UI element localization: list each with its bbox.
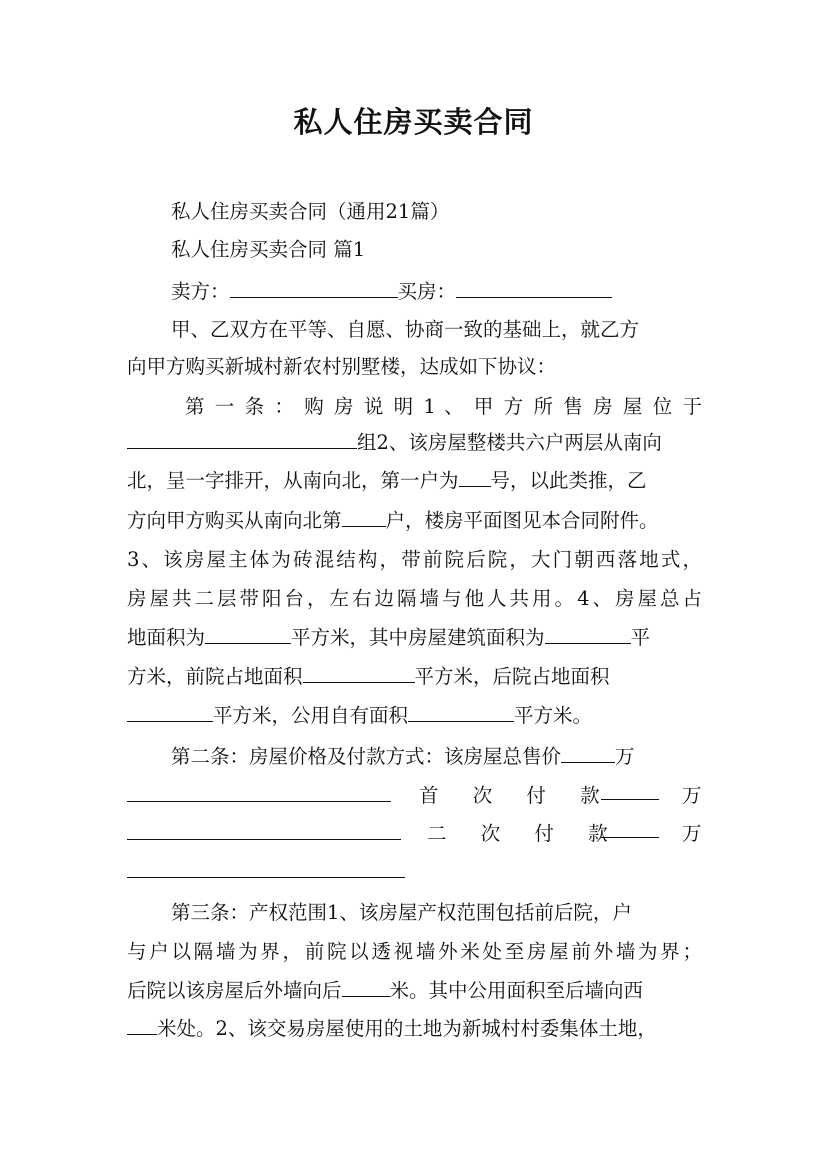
- subtitle-line: 私人住房买卖合同（通用21篇）: [171, 200, 450, 223]
- article-1-heading: 第 一 条 ： 购 房 说 明 1 、 甲 方 所 售 房 屋 位 于: [185, 395, 702, 418]
- section-heading: 私人住房买卖合同 篇1: [171, 238, 366, 261]
- body-line: 首 次 付 款 万: [127, 781, 702, 811]
- body-line: 3、该房屋主体为砖混结构，带前院后院，大门朝西落地式，: [127, 548, 702, 571]
- house-number-blank[interactable]: [459, 468, 491, 487]
- land-area-blank[interactable]: [205, 625, 291, 644]
- first-payment-words-blank[interactable]: [127, 821, 401, 840]
- second-payment-blank[interactable]: [601, 819, 659, 838]
- body-line: 米处。2、该交易房屋使用的土地为新城村村委集体土地，: [127, 1014, 702, 1044]
- document-title: 私人住房买卖合同: [293, 105, 534, 139]
- total-price-words-blank[interactable]: [127, 783, 391, 802]
- building-area-blank[interactable]: [545, 625, 631, 644]
- body-line: 组2、该房屋整楼共六户两层从南向: [127, 428, 702, 458]
- west-distance-blank[interactable]: [127, 1016, 157, 1035]
- body-line: 甲、乙双方在平等、自愿、协商一致的基础上，就乙方: [171, 318, 640, 341]
- buyer-blank[interactable]: [456, 279, 612, 298]
- body-line: 后院以该房屋后外墙向后 米。其中公用面积至后墙向西: [127, 979, 644, 1002]
- parties-line: 卖方： 买房：: [171, 277, 702, 307]
- body-line: 房屋共二层带阳台，左右边隔墙与他人共用。4、房屋总占: [127, 587, 702, 610]
- body-line: 与户以隔墙为界，前院以透视墙外米处至房屋前外墙为界；: [127, 940, 702, 963]
- total-price-blank[interactable]: [561, 744, 615, 763]
- body-line: 北，呈一字排开，从南向北，第一户为 号，以此类推，乙: [127, 469, 647, 492]
- back-yard-blank[interactable]: [127, 703, 213, 722]
- body-line: [127, 857, 702, 887]
- backyard-distance-blank[interactable]: [342, 978, 390, 997]
- location-blank[interactable]: [127, 430, 357, 449]
- first-payment-blank[interactable]: [601, 781, 659, 800]
- body-line: 向甲方购买新城村新农村别墅楼，达成如下协议：: [127, 355, 557, 378]
- body-line: 平方米，公用自有面积 平方米。: [127, 701, 702, 731]
- body-line: 地面积为 平方米，其中房屋建筑面积为 平: [127, 626, 651, 649]
- seller-blank[interactable]: [230, 279, 398, 298]
- unit-blank[interactable]: [342, 508, 386, 527]
- body-line: 方向甲方购买从南向北第 户，楼房平面图见本合同附件。: [127, 509, 659, 532]
- body-line: 方米，前院占地面积 平方米，后院占地面积: [127, 665, 610, 688]
- article-2-heading: 第二条：房屋价格及付款方式：该房屋总售价 万: [171, 745, 635, 768]
- body-line: 二 次 付 款 万: [127, 819, 702, 849]
- common-area-blank[interactable]: [408, 703, 514, 722]
- second-payment-words-blank[interactable]: [127, 859, 405, 878]
- article-3-heading: 第三条：产权范围1、该房屋产权范围包括前后院，户: [171, 901, 632, 924]
- front-yard-blank[interactable]: [303, 664, 415, 683]
